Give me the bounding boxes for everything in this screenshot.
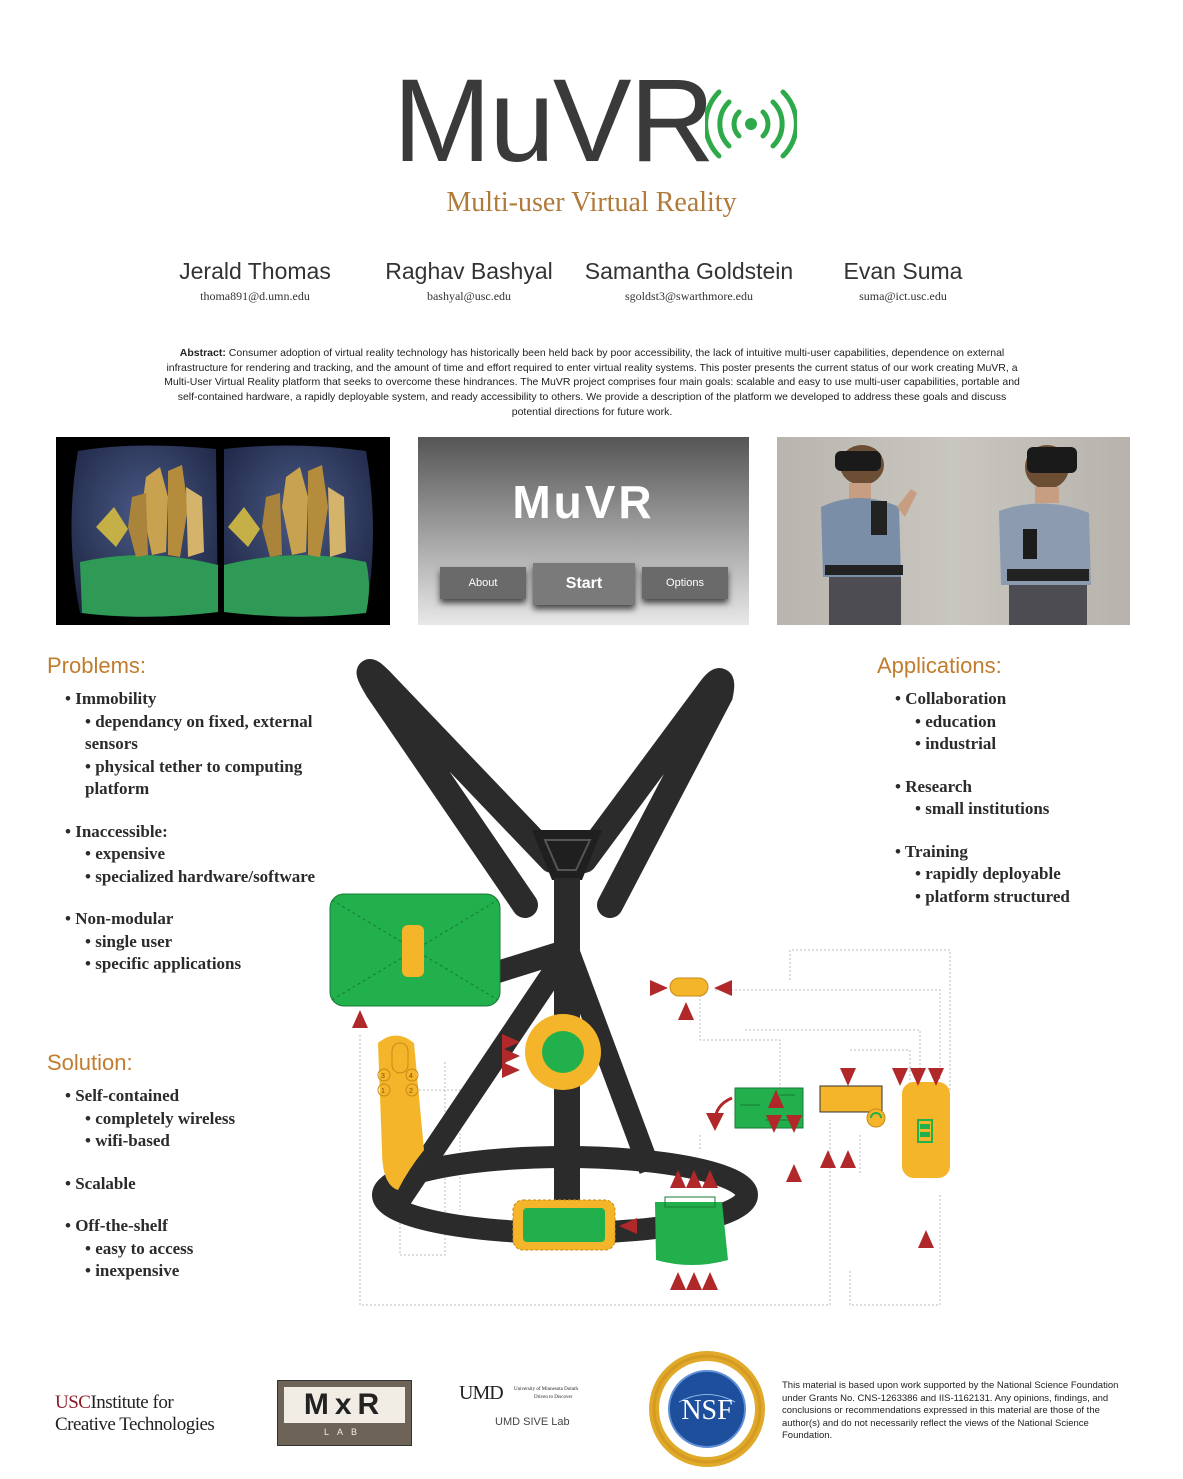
mxr-lab-text: LAB bbox=[323, 1427, 365, 1437]
belt-pouch-icon bbox=[655, 1202, 728, 1265]
list-item: • single user bbox=[85, 931, 173, 951]
solution-list bbox=[47, 1085, 317, 1283]
umd-tagline: Driven to Discover bbox=[534, 1395, 573, 1400]
list-item: • dependancy on fixed, external sensors bbox=[85, 711, 313, 753]
list-item: • easy to access bbox=[85, 1238, 194, 1258]
solution-heading: Solution: bbox=[47, 1050, 133, 1075]
author-3 bbox=[579, 258, 799, 304]
list-item: • wifi-based bbox=[85, 1131, 170, 1150]
author-name: Samantha Goldstein bbox=[584, 258, 794, 284]
wifi-module-icon bbox=[820, 1086, 882, 1112]
list-item: • completely wireless bbox=[85, 1108, 236, 1128]
controller-button-label: 3 bbox=[381, 1073, 385, 1080]
author-name: Jerald Thomas bbox=[179, 258, 331, 284]
author-email: sgoldst3@swarthmore.edu bbox=[624, 289, 754, 303]
poster-subtitle: Multi-user Virtual Reality bbox=[446, 187, 737, 218]
list-item: • Immobility bbox=[65, 689, 157, 708]
harness-system-diagram bbox=[320, 650, 980, 1315]
umd-small-text: University of Minnesota Duluth bbox=[514, 1387, 579, 1392]
menu-about-button[interactable]: About bbox=[440, 567, 526, 599]
list-item: • Self-contained bbox=[65, 1086, 180, 1105]
nsf-logo bbox=[637, 1342, 777, 1477]
user-wearing-harness-photo bbox=[777, 437, 1130, 625]
problems-heading: Problems: bbox=[47, 653, 147, 678]
usc-line2: Creative Technologies bbox=[55, 1414, 215, 1435]
list-item: • expensive bbox=[85, 844, 166, 863]
usc-prefix: USC bbox=[55, 1392, 91, 1413]
umd-logo-text: UMD bbox=[459, 1382, 503, 1404]
abstract-label: Abstract: bbox=[179, 347, 226, 359]
list-item: • industrial bbox=[915, 734, 997, 753]
author-email: thoma891@d.umn.edu bbox=[200, 289, 310, 303]
wireless-adapter-icon bbox=[670, 978, 708, 996]
list-item: • rapidly deployable bbox=[915, 864, 1061, 883]
abstract bbox=[160, 346, 1024, 420]
list-item: • Research bbox=[895, 776, 972, 796]
menu-options-button[interactable]: Options bbox=[642, 567, 728, 599]
controller-button-label: 4 bbox=[409, 1073, 413, 1080]
list-item: • physical tether to computing platform bbox=[85, 756, 303, 798]
applications-heading: Applications: bbox=[877, 653, 1002, 678]
controller-docked-icon bbox=[402, 925, 424, 977]
list-item: • Off-the-shelf bbox=[65, 1216, 168, 1235]
list-item: • Collaboration bbox=[895, 689, 1007, 708]
controller-button-label: 2 bbox=[409, 1088, 413, 1095]
author-email: bashyal@usc.edu bbox=[426, 289, 512, 303]
author-4 bbox=[793, 258, 1013, 304]
list-item: • small institutions bbox=[915, 799, 1050, 818]
author-2 bbox=[359, 258, 579, 304]
list-item: • platform structured bbox=[915, 886, 1070, 906]
umd-sive-caption: UMD SIVE Lab bbox=[495, 1416, 570, 1428]
problems-list bbox=[47, 688, 317, 976]
battery-icon bbox=[902, 1082, 950, 1178]
nsf-logo-text: NSF bbox=[681, 1395, 733, 1426]
usc-line1: Institute for bbox=[90, 1392, 174, 1413]
stereo-scene-image bbox=[56, 437, 390, 625]
list-item: • specialized hardware/software bbox=[85, 866, 316, 886]
wireless-signal-icon bbox=[705, 84, 797, 164]
stereo-vr-screenshot bbox=[56, 437, 390, 625]
author-name: Raghav Bashyal bbox=[385, 258, 553, 284]
funding-disclaimer: This material is based upon work supported by the National Science Foundation under Grants No. CNS-1263386 and IIS-1162131. Any opinions, findings, and conclusions or recommendations expressed in this material are those of the author(s) and do not necessarily reflect the views of the National Science Foundation. bbox=[782, 1380, 1119, 1441]
abstract-text: Consumer adoption of virtual reality technology has historically been held back by poor accessibility, the lack of intuitive multi-user capabilities, dependence on external infrastructure for rendering and tracking, and the amount of time and effort required to enter virtual reality systems. This poster presents the current status of our work creating MuVR, a Multi-User Virtual Reality platform that seeks to overcome these hindrances. The MuVR project comprises four main goals: scalable and easy to use multi-user capabilities, portable and self-contained hardware, a rapidly deployable system, and ready accessibility to others. We provide a description of the platform we developed to address these goals and discuss potential directions for future work. bbox=[164, 347, 1020, 418]
mxr-logo-text: MxR bbox=[284, 1387, 405, 1423]
list-item: • specific applications bbox=[85, 954, 242, 973]
controller-button-label: 1 bbox=[381, 1088, 385, 1095]
menu-logo: MuVR bbox=[512, 476, 655, 528]
menu-screenshot bbox=[418, 437, 749, 625]
list-item: • Scalable bbox=[65, 1173, 136, 1193]
usc-ict-logo bbox=[55, 1392, 214, 1436]
umd-logo bbox=[459, 1382, 579, 1405]
list-item: • Training bbox=[895, 841, 968, 861]
author-1 bbox=[145, 258, 365, 304]
menu-start-button[interactable]: Start bbox=[533, 563, 635, 605]
author-email: suma@ict.usc.edu bbox=[859, 289, 947, 303]
users-photo-image bbox=[777, 437, 1130, 625]
author-name: Evan Suma bbox=[843, 258, 963, 284]
list-item: • inexpensive bbox=[85, 1261, 180, 1280]
list-item: • education bbox=[915, 711, 997, 731]
poster-title: MuVR bbox=[393, 55, 713, 187]
mxr-lab-logo bbox=[277, 1380, 412, 1446]
list-item: • Non-modular bbox=[65, 909, 174, 928]
list-item: • Inaccessible: bbox=[65, 821, 168, 841]
